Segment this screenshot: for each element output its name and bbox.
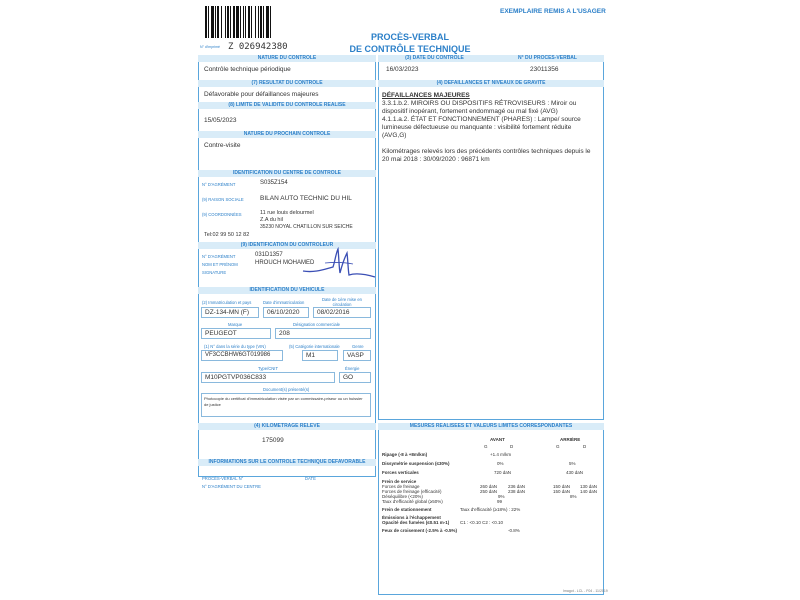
defaillance-line: dispositif inopérant, fortement endommagé ou mal fixé (AVG) (382, 108, 558, 115)
vehicule-vin: VF3CCBHW6GT019986 (201, 350, 283, 361)
feux-value: -0.8% (508, 528, 520, 533)
mesures-arriere: ARRIÈRE (560, 437, 581, 442)
resultat-value: Défavorable pour défaillances majeures (204, 91, 319, 98)
stationnement-value: Taux d'efficacité (≥18%) : 22% (460, 507, 521, 512)
frein-row-value: 9% (498, 494, 505, 499)
centre-raison-label: (9) RAISON SOCIALE (202, 197, 244, 202)
vehicule-genre-label: Genre (352, 344, 364, 349)
frein-row-value: 140 daN (580, 489, 598, 494)
infos-pv-label: PROCÈS-VERBAL N° (202, 476, 244, 481)
pv-number-header: N° DU PROCÈS-VERBAL (491, 55, 604, 62)
frein-row-value: 238 daN (508, 489, 526, 494)
mesure-row-label: Ripage (-8 à +8m/km) (382, 452, 428, 457)
controleur-agrement: 031D1357 (255, 252, 283, 258)
centre-tel: Tel:02 99 50 12 82 (204, 232, 250, 238)
mesure-row-label: Forces verticales (382, 470, 419, 475)
resultat-header: (7) RÉSULTAT DU CONTRÔLE (198, 80, 376, 87)
mesures-avant: AVANT (490, 437, 505, 442)
frein-row-value: 150 daN (553, 484, 571, 489)
vehicule-date-immat: 06/10/2020 (263, 307, 309, 318)
frein-row-value: 250 daN (480, 489, 498, 494)
mesures-d: D (583, 444, 587, 449)
mesure-row-value: 430 daN (566, 470, 584, 475)
frein-row-value: 260 daN (480, 484, 498, 489)
frein-row-value: 150 daN (553, 489, 571, 494)
vehicule-marque: PEUGEOT (201, 328, 271, 339)
stationnement-label: Frein de stationnement (382, 507, 432, 512)
vehicule-immat: DZ-134-MN (F) (201, 307, 259, 318)
nature-header: NATURE DU CONTRÔLE (198, 55, 376, 62)
footer-ref: Imagot - LCL - F04 - 11/2019 (563, 589, 608, 593)
vehicule-categorie-label: (5) Catégorie internationale (289, 344, 340, 349)
frein-row-value: 99 (497, 499, 503, 504)
vehicule-date-1ere: 08/02/2016 (313, 307, 371, 318)
vehicule-genre: VASP (343, 350, 371, 361)
vehicule-date-1ere-label: Date de 1ère mise en circulation (321, 297, 363, 307)
mesure-row-value: 720 daN (494, 470, 512, 475)
infos-date-label: DATE (305, 476, 316, 481)
defaillance-line: 3.3.1.b.2. MIROIRS OU DISPOSITIFS RÉTROVISEURS : Miroir ou (382, 100, 577, 107)
km-history-line: Kilométrages relevés lors des précédents contrôles techniques depuis le (382, 148, 591, 155)
mesures-g: G (484, 444, 488, 449)
vehicule-header: IDENTIFICATION DU VÉHICULE (198, 287, 376, 294)
centre-coord-label: (9) COORDONNÉES (202, 212, 242, 217)
mesure-row-label: Dissymétrie suspension (≤30%) (382, 461, 450, 466)
vehicule-marque-label: Marque (228, 322, 243, 327)
vehicule-designation: 208 (275, 328, 371, 339)
vehicule-vin-label: (1) N° dans la série du type (VIN) (204, 344, 266, 349)
controleur-signature-label: SIGNATURE (202, 270, 227, 275)
defaillances-header: (4) DÉFAILLANCES ET NIVEAUX DE GRAVITÉ (378, 80, 604, 87)
frein-row-value: 236 daN (508, 484, 526, 489)
title-line-2: DE CONTRÔLE TECHNIQUE (349, 44, 471, 54)
prochain-header: NATURE DU PROCHAIN CONTRÔLE (198, 131, 376, 138)
centre-raison: BILAN AUTO TECHNIC DU HIL (260, 195, 352, 202)
infos-agrement-label: N° D'AGRÉMENT DU CENTRE (202, 484, 261, 489)
pv-number-value: 23011356 (530, 66, 559, 73)
frein-row-label: Déséquilibre (<20%) (382, 494, 423, 499)
opacite-label: Opacité des fumées (≤0.51 m-1) (382, 520, 450, 525)
signature-image (295, 243, 380, 283)
vehicule-documents-label: Document(s) présenté(s) (263, 387, 310, 392)
centre-header: IDENTIFICATION DU CENTRE DE CONTRÔLE (198, 170, 376, 177)
vehicule-documents-text: Photocopie du certificat d'immatriculation visée par un commissaire-priseur ou un huissier de justice (204, 396, 363, 407)
kilometrage-value: 175099 (262, 437, 284, 444)
centre-address-3: 35230 NOYAL CHATILLON SUR SEICHE (260, 224, 353, 230)
controleur-header: (9) IDENTIFICATION DU CONTRÔLEUR (198, 242, 376, 249)
frein-row-label: Forces de freinage (382, 484, 420, 489)
mesures-header: MESURES RÉALISÉES ET VALEURS LIMITES CORRESPONDANTES (378, 423, 604, 430)
defaillance-line: lumineuse défectueuse ou manquante : visibilité fortement réduite (382, 124, 572, 131)
km-history-line: 20 mai 2018 : 30/09/2020 : 96871 km (382, 156, 490, 163)
vehicule-designation-label: Désignation commerciale (293, 322, 341, 327)
infos-header: INFORMATIONS SUR LE CONTRÔLE TECHNIQUE DÉFAVORABLE (198, 459, 376, 466)
vehicule-immat-label: (2) Immatriculation et pays (202, 300, 252, 305)
limite-value: 15/05/2023 (204, 117, 237, 124)
mesure-row-value: 0% (497, 461, 504, 466)
prochain-value: Contre-visite (204, 142, 241, 149)
vehicule-type: M10PGTVP036C833 (201, 372, 335, 383)
opacite-value: C1 : <0.10 C2 : <0.10 (460, 520, 504, 525)
title-line-1: PROCÈS-VERBAL (370, 32, 449, 42)
mesures-d: D (510, 444, 514, 449)
vehicule-energie-label: Énergie (345, 366, 360, 371)
frein-service-title: Frein de service (382, 479, 417, 484)
mesure-row-value: +1.4 m/km (490, 452, 512, 457)
imprime-number: Z 026942380 (228, 42, 288, 52)
frein-row-value: 130 daN (580, 484, 598, 489)
mesures-g: G (556, 444, 560, 449)
vehicule-type-label: Type/CNIT (258, 366, 279, 371)
controleur-agrement-label: N° D'AGRÉMENT (202, 254, 236, 259)
copy-label: EXEMPLAIRE REMIS A L'USAGER (500, 8, 606, 15)
vehicule-date-immat-label: Date d'immatriculation (263, 300, 305, 305)
centre-agrement-label: N° D'AGRÉMENT (202, 182, 236, 187)
kilometrage-header: (4) KILOMÉTRAGE RELEVÉ (198, 423, 376, 430)
frein-row-label: Forces de freinage (efficacité) (382, 489, 442, 494)
limite-header: (8) LIMITE DE VALIDITÉ DU CONTRÔLE RÉALISÉ (198, 102, 376, 109)
vehicule-categorie: M1 (302, 350, 338, 361)
nature-value: Contrôle technique périodique (204, 66, 291, 73)
date-value: 16/03/2023 (386, 66, 419, 73)
mesure-row-value: 5% (569, 461, 576, 466)
feux-label: Feux de croisement (-2.5% à -0.5%) (382, 528, 458, 533)
vehicule-energie: GO (339, 372, 371, 383)
centre-address-1: 11 rue louis delourmel (260, 210, 314, 216)
controleur-nom-label: NOM ET PRÉNOM (202, 262, 238, 267)
date-header: (3) DATE DU CONTRÔLE (378, 55, 491, 62)
frein-row-value: 8% (570, 494, 577, 499)
defaillance-line: (AVG,G) (382, 132, 407, 139)
defaillance-line: 4.1.1.a.2. ÉTAT ET FONCTIONNEMENT (PHARES) : Lampe/ source (382, 116, 581, 123)
frein-row-label: Taux d'efficacité global (≥50%) (382, 499, 443, 504)
centre-agrement: S035Z154 (260, 180, 288, 186)
controleur-nom: HROUCH MOHAMED (255, 260, 315, 266)
defaillances-title: DÉFAILLANCES MAJEURES (382, 92, 470, 99)
emissions-title: Émissions à l'échappement (382, 515, 441, 520)
centre-address-2: Z.A du hil (260, 217, 283, 223)
imprime-label: N° d'imprimé (200, 45, 220, 49)
